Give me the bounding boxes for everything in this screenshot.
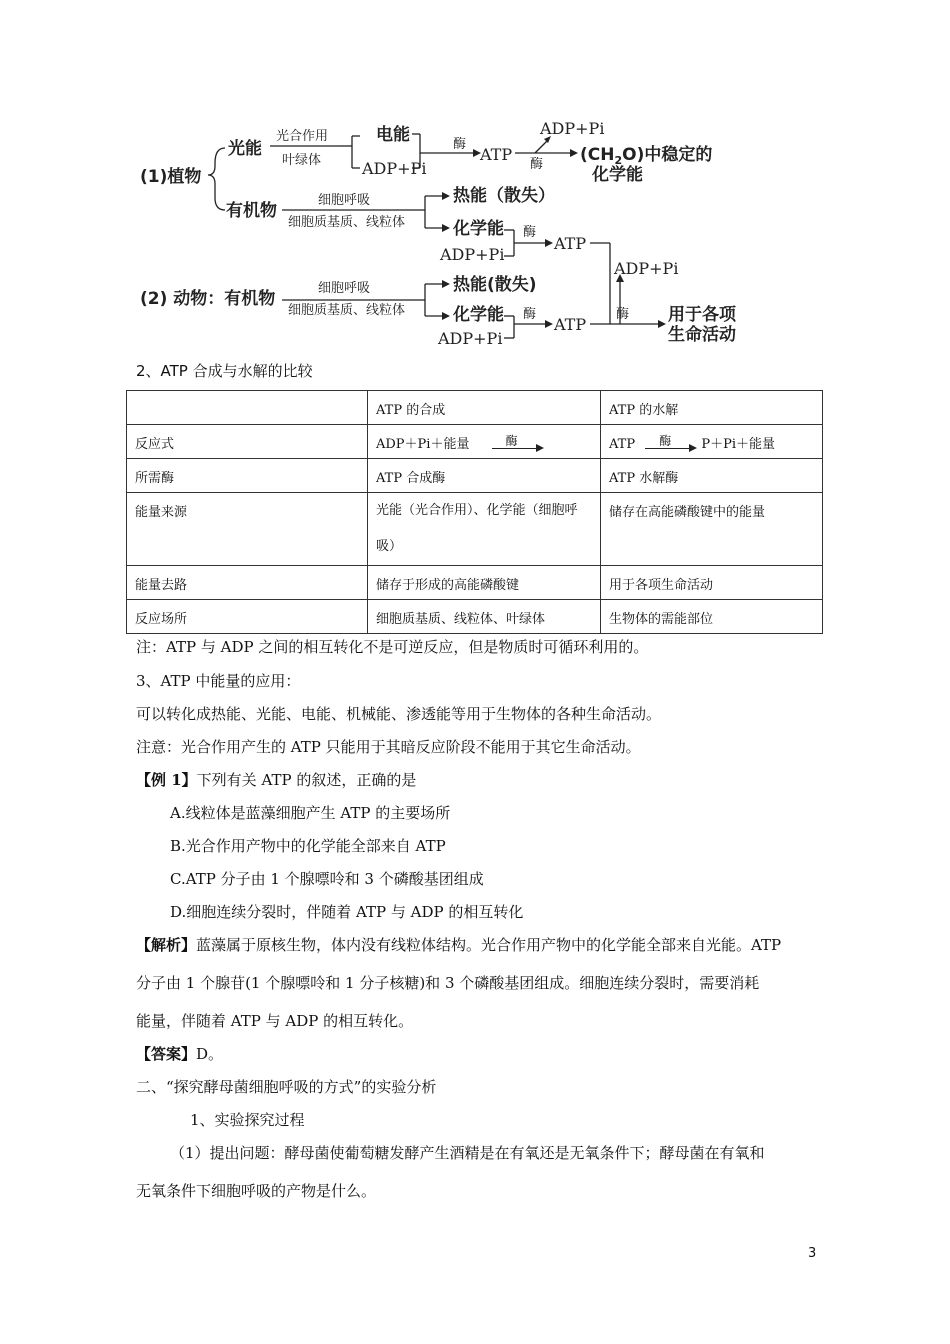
arrow-head-icon bbox=[536, 444, 544, 452]
atp-label-1: ATP bbox=[480, 145, 513, 164]
enzyme-arrow-label: 酶 bbox=[659, 433, 672, 448]
table-header-cell bbox=[127, 391, 368, 425]
table-header-row bbox=[127, 391, 823, 425]
part2-paragraph-line-1: （1）提出问题：酵母菌使葡萄糖发酵产生酒精是在有氧还是无氧条件下；酵母菌在有氧和 bbox=[170, 1144, 765, 1162]
adp-pi-label-1: ADP+Pi bbox=[362, 159, 427, 178]
example-question bbox=[136, 769, 416, 790]
note-text: 注：ATP 与 ADP 之间的相互转化不是可逆反应，但是物质时可循环利用的。 bbox=[136, 638, 649, 656]
electric-energy-label: 电能 bbox=[376, 125, 410, 145]
enzyme-label-2: 酶 bbox=[530, 157, 544, 172]
cell-respiration-label-1: 细胞呼吸 bbox=[318, 193, 371, 208]
photosynthesis-label: 光合作用 bbox=[276, 129, 329, 144]
row-label: 反应式 bbox=[127, 425, 368, 459]
enzyme-arrow-label: 酶 bbox=[505, 433, 518, 448]
answer-value: D。 bbox=[196, 1045, 224, 1063]
hydrolysis-cell: 生物体的需能部位 bbox=[601, 600, 823, 634]
option-a: A.线粒体是蓝藻细胞产生 ATP 的主要场所 bbox=[170, 804, 451, 822]
section2-title: 2、ATP 合成与水解的比较 bbox=[136, 362, 313, 380]
analysis-line-1 bbox=[136, 934, 781, 955]
option-c: C.ATP 分子由 1 个腺嘌呤和 3 个磷酸基团组成 bbox=[170, 870, 484, 888]
animal-label: (2) 动物：有机物 bbox=[140, 289, 276, 309]
enzyme-arrow bbox=[645, 433, 697, 452]
table-row bbox=[127, 459, 823, 493]
use-label-line2: 生命活动 bbox=[668, 325, 736, 345]
adp-pi-label-4: ADP+Pi bbox=[614, 259, 679, 278]
row-label: 所需酶 bbox=[127, 459, 368, 493]
example-tag: 【例 1】 bbox=[136, 771, 197, 789]
analysis-line-2: 分子由 1 个腺苷(1 个腺嘌呤和 1 分子核糖)和 3 个磷酸基团组成。细胞连续分裂时，需要消耗 bbox=[136, 974, 760, 992]
cell-respiration-label-2: 细胞呼吸 bbox=[318, 281, 371, 296]
answer-tag: 【答案】 bbox=[136, 1045, 197, 1063]
row-label: 反应场所 bbox=[127, 600, 368, 634]
atp-label-3: ATP bbox=[554, 315, 587, 334]
synthesis-cell: 储存于形成的高能磷酸键 bbox=[368, 566, 601, 600]
table-row bbox=[127, 566, 823, 600]
table-row bbox=[127, 425, 823, 459]
analysis-tag: 【解析】 bbox=[136, 936, 197, 954]
hydrolysis-cell: ATP 水解酶 bbox=[601, 459, 823, 493]
enzyme-label-5: 酶 bbox=[616, 307, 630, 322]
option-b: B.光合作用产物中的化学能全部来自 ATP bbox=[170, 837, 446, 855]
arrow-line bbox=[492, 448, 538, 449]
light-energy-label: 光能 bbox=[228, 139, 262, 159]
adp-pi-label-2: ADP+Pi bbox=[540, 119, 605, 138]
hydrolysis-cell: 储存在高能磷酸键中的能量 bbox=[601, 493, 823, 566]
synthesis-cell: 细胞质基质、线粒体、叶绿体 bbox=[368, 600, 601, 634]
ch2o-part2: O)中稳定的 bbox=[622, 145, 713, 165]
ch2o-label-line2: 化学能 bbox=[592, 165, 643, 185]
option-d: D.细胞连续分裂时，伴随着 ATP 与 ADP 的相互转化 bbox=[170, 903, 524, 921]
attention-text: 注意：光合作用产生的 ATP 只能用于其暗反应阶段不能用于其它生命活动。 bbox=[136, 738, 641, 756]
adp-pi-label-3: ADP+Pi bbox=[440, 245, 505, 264]
answer-line bbox=[136, 1043, 223, 1064]
atp-comparison-table bbox=[126, 390, 823, 634]
chloroplast-label: 叶绿体 bbox=[282, 153, 322, 168]
table-header-cell: ATP 的水解 bbox=[601, 391, 823, 425]
page-number: 3 bbox=[808, 1246, 817, 1261]
hydrolysis-cell: 用于各项生命活动 bbox=[601, 566, 823, 600]
arrow-line bbox=[645, 448, 691, 449]
heat-label-1: 热能（散失） bbox=[453, 186, 555, 206]
plant-label: (1)植物 bbox=[140, 167, 202, 187]
resp-sites-label-1: 细胞质基质、线粒体 bbox=[288, 215, 406, 230]
chemical-energy-label-2: 化学能 bbox=[453, 305, 504, 325]
atp-energy-diagram bbox=[130, 108, 830, 358]
part2-paragraph-line-2: 无氧条件下细胞呼吸的产物是什么。 bbox=[136, 1182, 377, 1200]
synthesis-reactants: ADP＋Pi＋能量 bbox=[376, 437, 470, 452]
organic-label: 有机物 bbox=[226, 201, 277, 221]
part2-subtitle: 1、实验探究过程 bbox=[190, 1111, 305, 1129]
arrow-head-icon bbox=[689, 444, 697, 452]
use-label-line1: 用于各项 bbox=[668, 305, 736, 325]
table-header-cell: ATP 的合成 bbox=[368, 391, 601, 425]
heat-label-2: 热能(散失) bbox=[453, 275, 537, 295]
atp-label-2: ATP bbox=[554, 234, 587, 253]
hydrolysis-products: P＋Pi＋能量 bbox=[701, 437, 776, 452]
enzyme-label-1: 酶 bbox=[453, 137, 467, 152]
part2-title: 二、“探究酵母菌细胞呼吸的方式”的实验分析 bbox=[136, 1078, 437, 1096]
resp-sites-label-2: 细胞质基质、线粒体 bbox=[288, 303, 406, 318]
row-label: 能量去路 bbox=[127, 566, 368, 600]
table-row bbox=[127, 600, 823, 634]
section3-title: 3、ATP 中能量的应用： bbox=[136, 672, 301, 690]
enzyme-arrow bbox=[492, 433, 544, 452]
chemical-energy-label-1: 化学能 bbox=[453, 219, 504, 239]
synthesis-cell: ATP 合成酶 bbox=[368, 459, 601, 493]
ch2o-label bbox=[580, 144, 712, 167]
analysis-text-1: 蓝藻属于原核生物，体内没有线粒体结构。光合作用产物中的化学能全部来自光能。ATP bbox=[196, 936, 782, 954]
enzyme-label-3: 酶 bbox=[523, 225, 537, 240]
synthesis-cell: 光能（光合作用）、化学能（细胞呼吸） bbox=[368, 493, 601, 566]
adp-pi-label-5: ADP+Pi bbox=[438, 329, 503, 348]
row-label: 能量来源 bbox=[127, 493, 368, 566]
enzyme-label-4: 酶 bbox=[523, 307, 537, 322]
hydrolysis-equation bbox=[601, 425, 823, 459]
synthesis-equation bbox=[368, 425, 601, 459]
section3-text: 可以转化成热能、光能、电能、机械能、渗透能等用于生物体的各种生命活动。 bbox=[136, 705, 662, 723]
analysis-line-3: 能量，伴随着 ATP 与 ADP 的相互转化。 bbox=[136, 1012, 414, 1030]
example-question-text: 下列有关 ATP 的叙述，正确的是 bbox=[196, 771, 417, 789]
ch2o-sub: 2 bbox=[614, 154, 623, 167]
table-row bbox=[127, 493, 823, 566]
hydrolysis-reactant: ATP bbox=[609, 437, 636, 452]
ch2o-part1: (CH bbox=[580, 145, 615, 165]
